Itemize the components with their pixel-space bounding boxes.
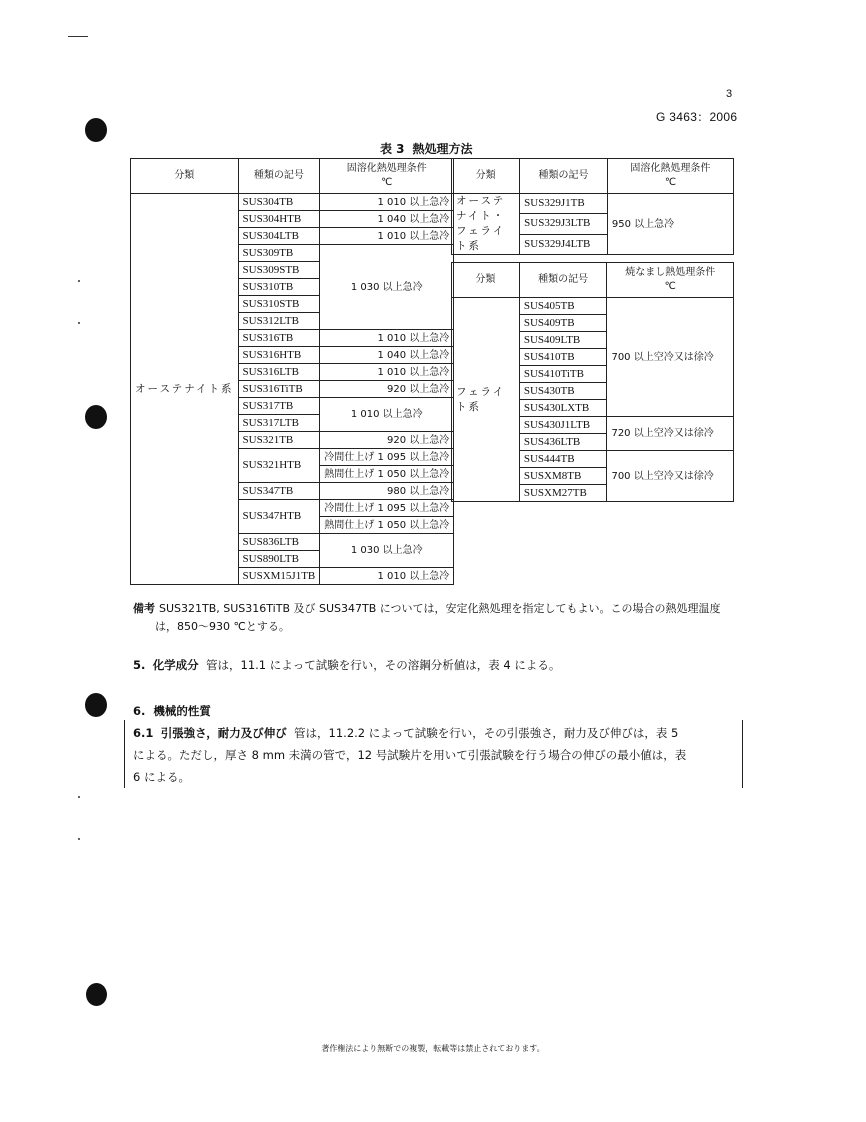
steel-code: SUS304TB bbox=[238, 194, 320, 211]
category-cell: オーステナイト・フェライト系 bbox=[452, 194, 520, 255]
header-symbol: 種類の記号 bbox=[238, 159, 320, 194]
condition: 1 010 以上急冷 bbox=[320, 194, 454, 211]
section-6-1-number: 6.1 bbox=[133, 726, 154, 740]
header-condition bbox=[607, 159, 733, 194]
scan-dot bbox=[78, 838, 80, 840]
header-condition bbox=[607, 263, 734, 298]
condition: 920 以上急冷 bbox=[320, 381, 454, 398]
table-header-row bbox=[452, 263, 734, 298]
condition: 1 040 以上急冷 bbox=[320, 347, 454, 364]
section-5-number: 5. bbox=[133, 658, 146, 672]
header-condition-unit: ℃ bbox=[381, 177, 393, 188]
steel-code: SUS309TB bbox=[238, 245, 320, 262]
punch-hole-1 bbox=[85, 118, 107, 142]
remark-text-2: は，850～930 ℃とする。 bbox=[155, 620, 290, 633]
steel-code: SUS409LTB bbox=[519, 332, 607, 349]
header-condition-unit: ℃ bbox=[664, 177, 677, 188]
header-condition-text: 固溶化熱処理条件 bbox=[346, 163, 427, 174]
document-code: G 3463：2006 bbox=[656, 110, 738, 124]
header-class: 分類 bbox=[452, 159, 520, 194]
table-caption: 熱処理方法 bbox=[412, 142, 473, 156]
punch-hole-4 bbox=[86, 983, 107, 1006]
section-6-1-line-1 bbox=[133, 722, 739, 744]
steel-code: SUS329J4LTB bbox=[520, 234, 608, 254]
category-cell: フェライト系 bbox=[452, 298, 520, 502]
steel-code: SUS410TB bbox=[519, 349, 607, 366]
steel-code: SUS309STB bbox=[238, 262, 320, 279]
section-6-title: 機械的性質 bbox=[153, 704, 211, 718]
steel-code: SUS836LTB bbox=[238, 534, 320, 551]
remark-text-1: SUS321TB, SUS316TiTB 及び SUS347TB については，安定化熱処理を指定してもよい。この場合の熱処理温度 bbox=[159, 602, 721, 615]
condition: 700 以上空冷又は徐冷 bbox=[607, 298, 734, 417]
table-row bbox=[452, 194, 734, 214]
steel-code: SUS304HTB bbox=[238, 211, 320, 228]
header-symbol: 種類の記号 bbox=[520, 159, 608, 194]
header-condition-text: 焼なまし熱処理条件 bbox=[625, 267, 716, 278]
condition: 1 030 以上急冷 bbox=[320, 534, 454, 568]
punch-hole-3 bbox=[85, 693, 107, 717]
condition: 920 以上急冷 bbox=[320, 432, 454, 449]
steel-code: SUS310STB bbox=[238, 296, 320, 313]
steel-code: SUS409TB bbox=[519, 315, 607, 332]
header-class: 分類 bbox=[131, 159, 239, 194]
steel-code: SUS444TB bbox=[519, 451, 607, 468]
steel-code: SUS430LXTB bbox=[519, 400, 607, 417]
section-6-number: 6. bbox=[133, 704, 146, 718]
header-condition-text: 固溶化熱処理条件 bbox=[630, 163, 711, 174]
header-condition bbox=[320, 159, 454, 194]
steel-code: SUSXM27TB bbox=[519, 485, 607, 502]
table-remark bbox=[133, 600, 743, 636]
steel-code: SUS316HTB bbox=[238, 347, 320, 364]
copyright-notice: 著作権法により無断での複製，転載等は禁止されております。 bbox=[321, 1044, 545, 1053]
condition: 1 010 以上急冷 bbox=[320, 364, 454, 381]
steel-code: SUSXM8TB bbox=[519, 468, 607, 485]
condition: 熱間仕上げ 1 050 以上急冷 bbox=[320, 466, 454, 483]
steel-code: SUS410TiTB bbox=[519, 366, 607, 383]
punch-hole-2 bbox=[85, 405, 107, 429]
steel-code: SUS312LTB bbox=[238, 313, 320, 330]
condition: 700 以上空冷又は徐冷 bbox=[607, 451, 734, 502]
table-row bbox=[131, 194, 454, 211]
table-header-row bbox=[131, 159, 454, 194]
steel-code: SUS430J1LTB bbox=[519, 417, 607, 434]
duplex-heat-treatment-table bbox=[451, 158, 734, 255]
header-symbol: 種類の記号 bbox=[519, 263, 607, 298]
section-5-title: 化学成分 bbox=[152, 658, 199, 672]
steel-code: SUS329J3LTB bbox=[520, 214, 608, 234]
steel-code: SUS405TB bbox=[519, 298, 607, 315]
section-5 bbox=[133, 657, 560, 673]
table-number: 表 3 bbox=[380, 142, 405, 156]
category-cell: オーステナイト系 bbox=[131, 194, 239, 585]
section-5-body: 管は，11.1 によって試験を行い，その溶鋼分析値は，表 4 による。 bbox=[206, 658, 561, 672]
section-6-1-title: 引張強さ，耐力及び伸び bbox=[160, 726, 287, 740]
table-row bbox=[452, 298, 734, 315]
scan-dot bbox=[78, 322, 80, 324]
steel-code: SUS430TB bbox=[519, 383, 607, 400]
condition: 1 010 以上急冷 bbox=[320, 568, 454, 585]
revision-bar-left bbox=[124, 720, 125, 788]
steel-code: SUS304LTB bbox=[238, 228, 320, 245]
steel-code: SUS321TB bbox=[238, 432, 320, 449]
header-class: 分類 bbox=[452, 263, 520, 298]
table-title bbox=[380, 140, 481, 157]
section-6-heading bbox=[133, 703, 211, 719]
scan-dot bbox=[78, 280, 80, 282]
section-6-1-text-1: 管は，11.2.2 によって試験を行い，その引張強さ，耐力及び伸びは，表 5 bbox=[294, 726, 679, 740]
section-6-1-text-3: 6 による。 bbox=[133, 770, 190, 784]
steel-code: SUS316TiTB bbox=[238, 381, 320, 398]
condition: 冷間仕上げ 1 095 以上急冷 bbox=[320, 449, 454, 466]
remark-line-1 bbox=[133, 600, 743, 618]
remark-label: 備考 bbox=[133, 602, 155, 615]
condition: 1 030 以上急冷 bbox=[320, 245, 454, 330]
steel-code: SUS316TB bbox=[238, 330, 320, 347]
steel-code: SUS329J1TB bbox=[520, 194, 608, 214]
scan-mark bbox=[68, 36, 88, 37]
condition: 冷間仕上げ 1 095 以上急冷 bbox=[320, 500, 454, 517]
condition: 1 010 以上急冷 bbox=[320, 228, 454, 245]
table-header-row bbox=[452, 159, 734, 194]
steel-code: SUS347HTB bbox=[238, 500, 320, 534]
steel-code: SUS310TB bbox=[238, 279, 320, 296]
steel-code: SUS321HTB bbox=[238, 449, 320, 483]
condition: 980 以上急冷 bbox=[320, 483, 454, 500]
header-condition-unit: ℃ bbox=[664, 281, 676, 292]
steel-code: SUS347TB bbox=[238, 483, 320, 500]
condition: 950 以上急冷 bbox=[607, 194, 733, 255]
section-6-1-text-2: による。ただし，厚さ 8 mm 未満の管で，12 号試験片を用いて引張試験を行う場合の伸びの最小値は，表 bbox=[133, 748, 687, 762]
steel-code: SUS316LTB bbox=[238, 364, 320, 381]
steel-code: SUS436LTB bbox=[519, 434, 607, 451]
steel-code: SUSXM15J1TB bbox=[238, 568, 320, 585]
steel-code: SUS317LTB bbox=[238, 415, 320, 432]
condition: 1 010 以上急冷 bbox=[320, 398, 454, 432]
condition: 720 以上空冷又は徐冷 bbox=[607, 417, 734, 451]
revision-bar-right bbox=[742, 720, 743, 788]
steel-code: SUS890LTB bbox=[238, 551, 320, 568]
condition: 1 010 以上急冷 bbox=[320, 330, 454, 347]
condition: 熱間仕上げ 1 050 以上急冷 bbox=[320, 517, 454, 534]
condition: 1 040 以上急冷 bbox=[320, 211, 454, 228]
steel-code: SUS317TB bbox=[238, 398, 320, 415]
austenitic-heat-treatment-table bbox=[130, 158, 454, 585]
ferritic-heat-treatment-table bbox=[451, 262, 734, 502]
page-number: 3 bbox=[726, 88, 733, 100]
section-6-1 bbox=[133, 722, 739, 788]
scan-dot bbox=[78, 796, 80, 798]
